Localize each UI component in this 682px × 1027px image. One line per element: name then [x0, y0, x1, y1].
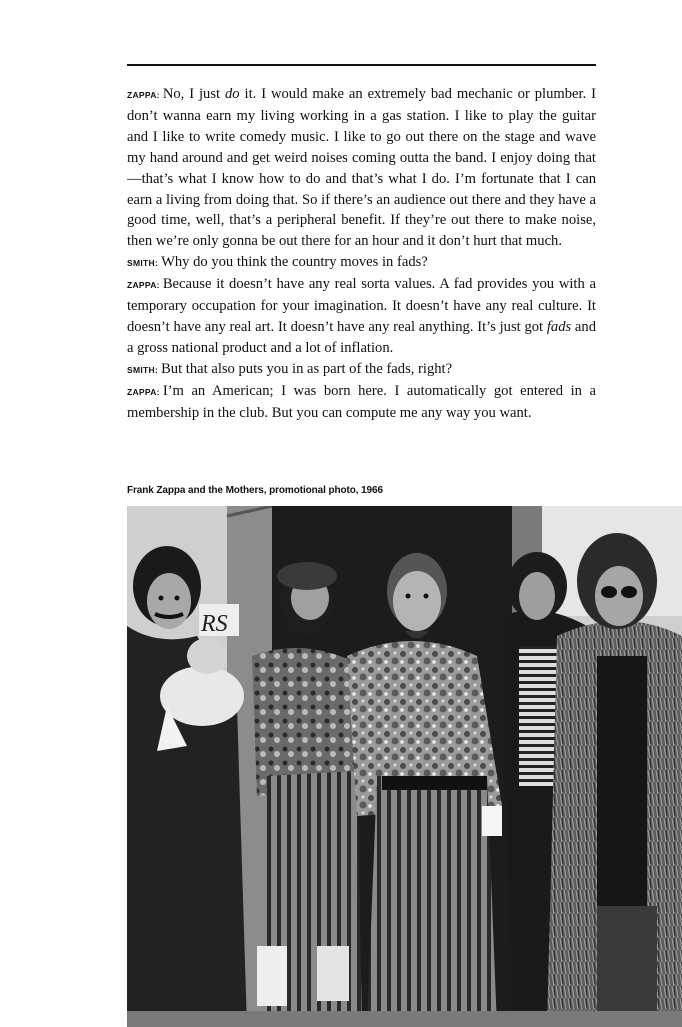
- paragraph-text: and a gross national product and a lot of inflation.: [127, 318, 596, 356]
- interview-text: [127, 84, 596, 424]
- top-rule: [127, 64, 596, 66]
- photo-caption: Frank Zappa and the Mothers, promotional photo, 1966: [127, 485, 383, 496]
- speaker-label: ZAPPA:: [127, 280, 160, 291]
- paragraph-text: I’m an American; I was born here. I automatically got entered in a membership in the club. But you can compute me any way you want.: [127, 382, 596, 421]
- speaker-label: ZAPPA:: [127, 386, 160, 397]
- speaker-label: SMITH:: [127, 258, 159, 269]
- speaker-label: ZAPPA:: [127, 90, 160, 100]
- interview-paragraph: [127, 84, 596, 252]
- emphasis-text: fads: [546, 318, 572, 335]
- interview-paragraph: [127, 274, 596, 359]
- window-sign-text: RS: [201, 611, 228, 637]
- paragraph-text: Because it doesn’t have any real sorta values. A fad provides you with a temporary occupation for your imagination. It doesn’t have any real culture. It doesn’t have any real art. It doesn’t have any real anything. It’s just got: [127, 276, 596, 335]
- paragraph-text: it. I would make an extremely bad mechanic or plumber. I don’t wanna earn my living working in a gas station. I like to play the guitar and I like to write comedy music. I like to go out there on the stage and wave my hand around and get weird noises coming outta the band. I enjoy doing that—that’s what I know how to do and that’s what I do. I’m fortunate that I can earn a living from doing that. So if there’s an audience out there and they have a good time, well, that’s a peripheral benefit. If they’re out there to make noise, then we’re only gonna be out there for an hour and it don’t hurt that much.: [127, 86, 596, 250]
- ground: [127, 1011, 682, 1027]
- interview-paragraph: [127, 381, 596, 424]
- speaker-label: SMITH:: [127, 364, 159, 375]
- emphasis-text: do: [225, 86, 240, 102]
- paragraph-text: But that also puts you in as part of the fads, right?: [161, 360, 453, 377]
- band-photo: [127, 506, 682, 1027]
- interview-paragraph: [127, 252, 596, 274]
- interview-paragraph: [127, 359, 596, 381]
- paragraph-text: Why do you think the country moves in fads?: [161, 254, 428, 271]
- paragraph-text: No, I just: [162, 86, 225, 102]
